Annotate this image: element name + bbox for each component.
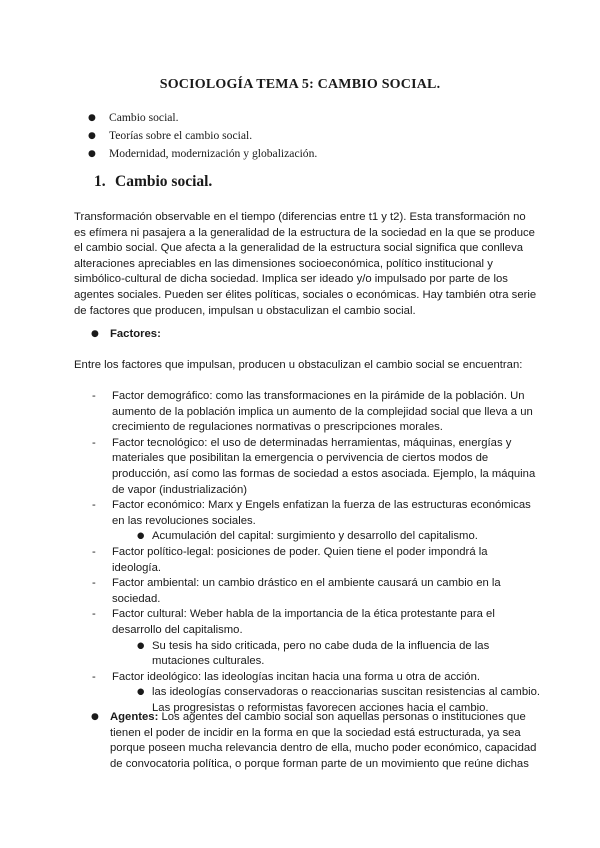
factores-bullet: ● Factores: bbox=[91, 327, 161, 343]
intro-paragraph: Transformación observable en el tiempo (diferencias entre t1 y t2). Esta transformación no es efímera ni pasajera a la generalidad de la estructura de la sociedad en la que se produce el cambio social. Que afecta a la generalidad de la estructura social significa que conlleva alteraciones apreciables en las dimensiones socioeconómica, político institucional y simbólico-cultural de dicha sociedad. Implica ser ideado y/o impulsado por parte de los agentes sociales. Pueden ser élites políticas, sociales o económicas. Hay también otra serie de factores que producen, impulsan u obstaculizan el cambio social. bbox=[74, 211, 537, 317]
factor-subitems bbox=[112, 529, 542, 545]
bullet-icon: ● bbox=[137, 687, 145, 698]
agentes-bullet: ● Agentes: Los agentes del cambio social son aquellas personas o instituciones que tienen el poder de incidir en la forma en que la sociedad está estructurada, ya sea porque poseen mucha relevancia dentro de ella, mucho poder económico, capacidad de convocatoria política, o porque forman parte de un movimiento que reúne dichas bbox=[91, 711, 537, 770]
factor-item: - Factor demográfico: como las transformaciones en la pirámide de la población. Un aumento de la población implica un aumento de la complejidad social que lleva a un crecimiento de regulaciones normativas o prescripciones morales. bbox=[92, 390, 533, 434]
section-title: Cambio social. bbox=[115, 173, 213, 190]
factors-list bbox=[92, 389, 542, 716]
factores-intro: Entre los factores que impulsan, producen u obstaculizan el cambio social se encuentran: bbox=[74, 359, 523, 371]
factor-item: - Factor tecnológico: el uso de determinadas herramientas, máquinas, energías y materiales que posibilitan la emergencia o pervivencia de ciertos modos de producción, así como las formas de sociedad a estos asociada. Ejemplo, la máquina de vapor (industrialización) bbox=[92, 436, 536, 496]
factor-subitem: ● Su tesis ha sido criticada, pero no cabe duda de la influencia de las mutaciones culturales. bbox=[137, 639, 490, 668]
topics-list bbox=[88, 109, 317, 163]
bullet-icon: ● bbox=[91, 329, 99, 339]
topic-item: ● Teorías sobre el cambio social. bbox=[88, 127, 317, 145]
factor-item: - Factor ambiental: un cambio drástico en el ambiente causará un cambio en la sociedad. bbox=[92, 577, 501, 605]
section-heading bbox=[94, 173, 212, 191]
agentes-label: Agentes: bbox=[110, 711, 159, 723]
bullet-icon: ● bbox=[137, 531, 145, 542]
factor-subitem: ● las ideologías conservadoras o reaccionarias suscitan resistencias al cambio. Las progresistas o reformistas favorecen acciones hacia el cambio. bbox=[137, 686, 541, 714]
bullet-icon: ● bbox=[91, 712, 99, 722]
bullet-icon: ● bbox=[137, 640, 145, 651]
bullet-icon: ● bbox=[88, 149, 96, 159]
factor-subitem: ● Acumulación del capital: surgimiento y desarrollo del capitalismo. bbox=[137, 529, 542, 545]
factor-item: - Factor ideológico: las ideologías incitan hacia una forma u otra de acción. ● las ideologías conservadoras o reaccionarias suscitan resistencias al cambio. Las progresistas o reformistas favorecen acciones hacia el cambio. bbox=[92, 670, 542, 717]
factor-subitems bbox=[112, 639, 542, 670]
factor-item: - Factor político-legal: posiciones de poder. Quien tiene el poder impondrá la ideología. bbox=[92, 545, 488, 574]
factor-item: - Factor cultural: Weber habla de la importancia de la ética protestante para el desarrollo del capitalismo. ● Su tesis ha sido criticada, pero no cabe duda de la influencia de las mutaciones culturales. bbox=[92, 607, 542, 669]
topic-item: ● Cambio social. bbox=[88, 109, 317, 127]
section-number: 1. bbox=[94, 173, 106, 190]
topic-item: ● Modernidad, modernización y globalización. bbox=[88, 145, 317, 163]
document-title: SOCIOLOGÍA TEMA 5: CAMBIO SOCIAL. bbox=[159, 77, 441, 92]
bullet-icon: ● bbox=[88, 113, 96, 123]
factor-item: - Factor económico: Marx y Engels enfatizan la fuerza de las estructuras económicas en las revoluciones sociales. ● Acumulación del capital: surgimiento y desarrollo del capitalismo. bbox=[92, 498, 542, 545]
bullet-icon: ● bbox=[88, 131, 96, 141]
